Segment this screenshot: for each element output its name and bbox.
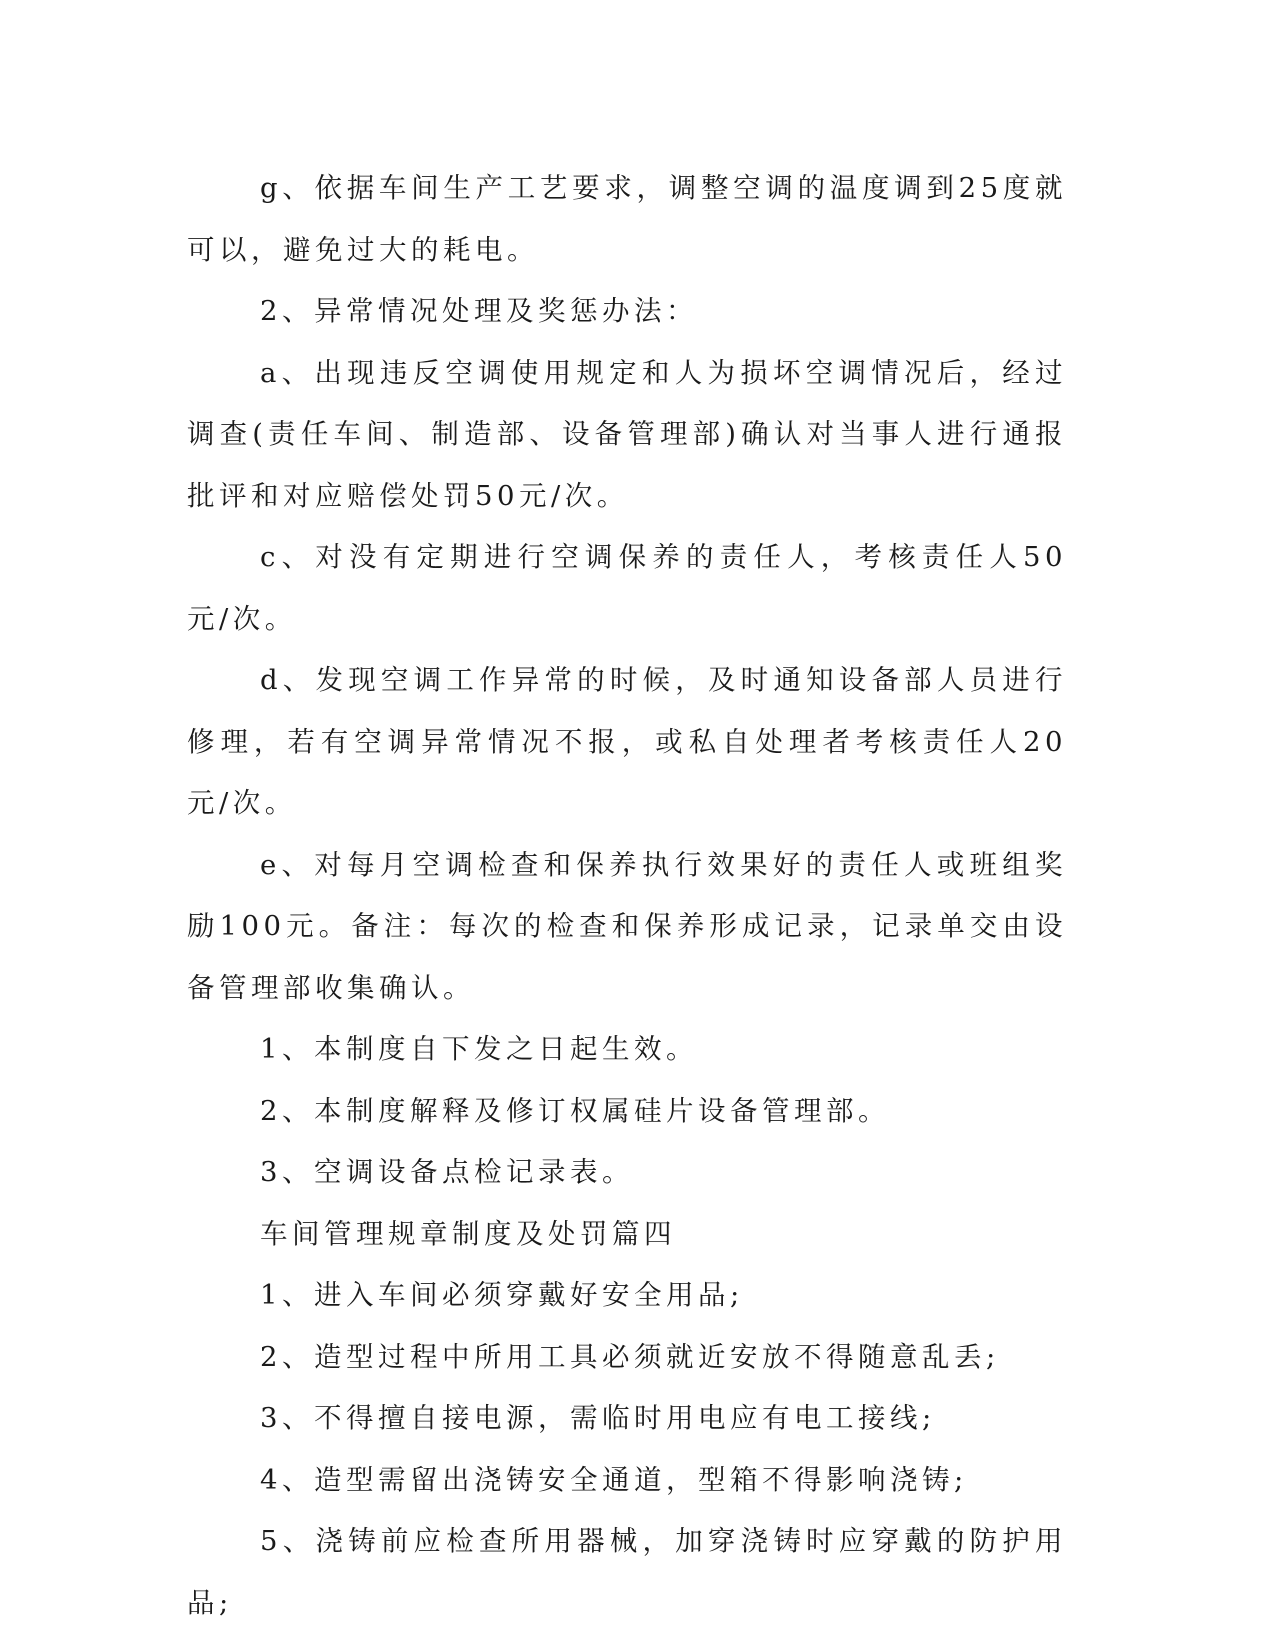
paragraph-e-reward: e、对每月空调检查和保养执行效果好的责任人或班组奖励100元。备注：每次的检查和保养形成记录，记录单交由设备管理部收集确认。 bbox=[187, 848, 1067, 1004]
paragraph-a-violation-penalty: a、出现违反空调使用规定和人为损坏空调情况后，经过调查(责任车间、制造部、设备管理部)确认对当事人进行通报批评和对应赔偿处罚50元/次。 bbox=[187, 356, 1067, 512]
paragraph-3-checklist: 3、空调设备点检记录表。 bbox=[260, 1156, 634, 1188]
paragraph-1-effective-date: 1、本制度自下发之日起生效。 bbox=[260, 1033, 698, 1065]
paragraph-d-repair-report: d、发现空调工作异常的时候，及时通知设备部人员进行修理，若有空调异常情况不报，或私自处理者考核责任人20元/次。 bbox=[187, 664, 1067, 819]
rule-item-3: 3、不得擅自接电源，需临时用电应有电工接线; bbox=[260, 1402, 936, 1434]
rule-item-2: 2、造型过程中所用工具必须就近安放不得随意乱丢; bbox=[260, 1340, 1000, 1373]
paragraph-g-air-temperature: g、依据车间生产工艺要求，调整空调的温度调到25度就可以，避免过大的耗电。 bbox=[187, 172, 1067, 266]
paragraph-c-maintenance-penalty: c、对没有定期进行空调保养的责任人，考核责任人50元/次。 bbox=[187, 541, 1067, 635]
paragraph-2-exception-handling: 2、异常情况处理及奖惩办法： bbox=[260, 295, 698, 327]
paragraph-2-interpretation: 2、本制度解释及修订权属硅片设备管理部。 bbox=[260, 1094, 890, 1127]
document-body bbox=[187, 158, 1067, 1634]
rule-item-1: 1、进入车间必须穿戴好安全用品; bbox=[260, 1279, 744, 1311]
rule-item-5: 5、浇铸前应检查所用器械，加穿浇铸时应穿戴的防护用品; bbox=[187, 1525, 1067, 1619]
rule-item-4: 4、造型需留出浇铸安全通道，型箱不得影响浇铸; bbox=[260, 1463, 968, 1496]
section-heading: 车间管理规章制度及处罚篇四 bbox=[260, 1217, 676, 1250]
